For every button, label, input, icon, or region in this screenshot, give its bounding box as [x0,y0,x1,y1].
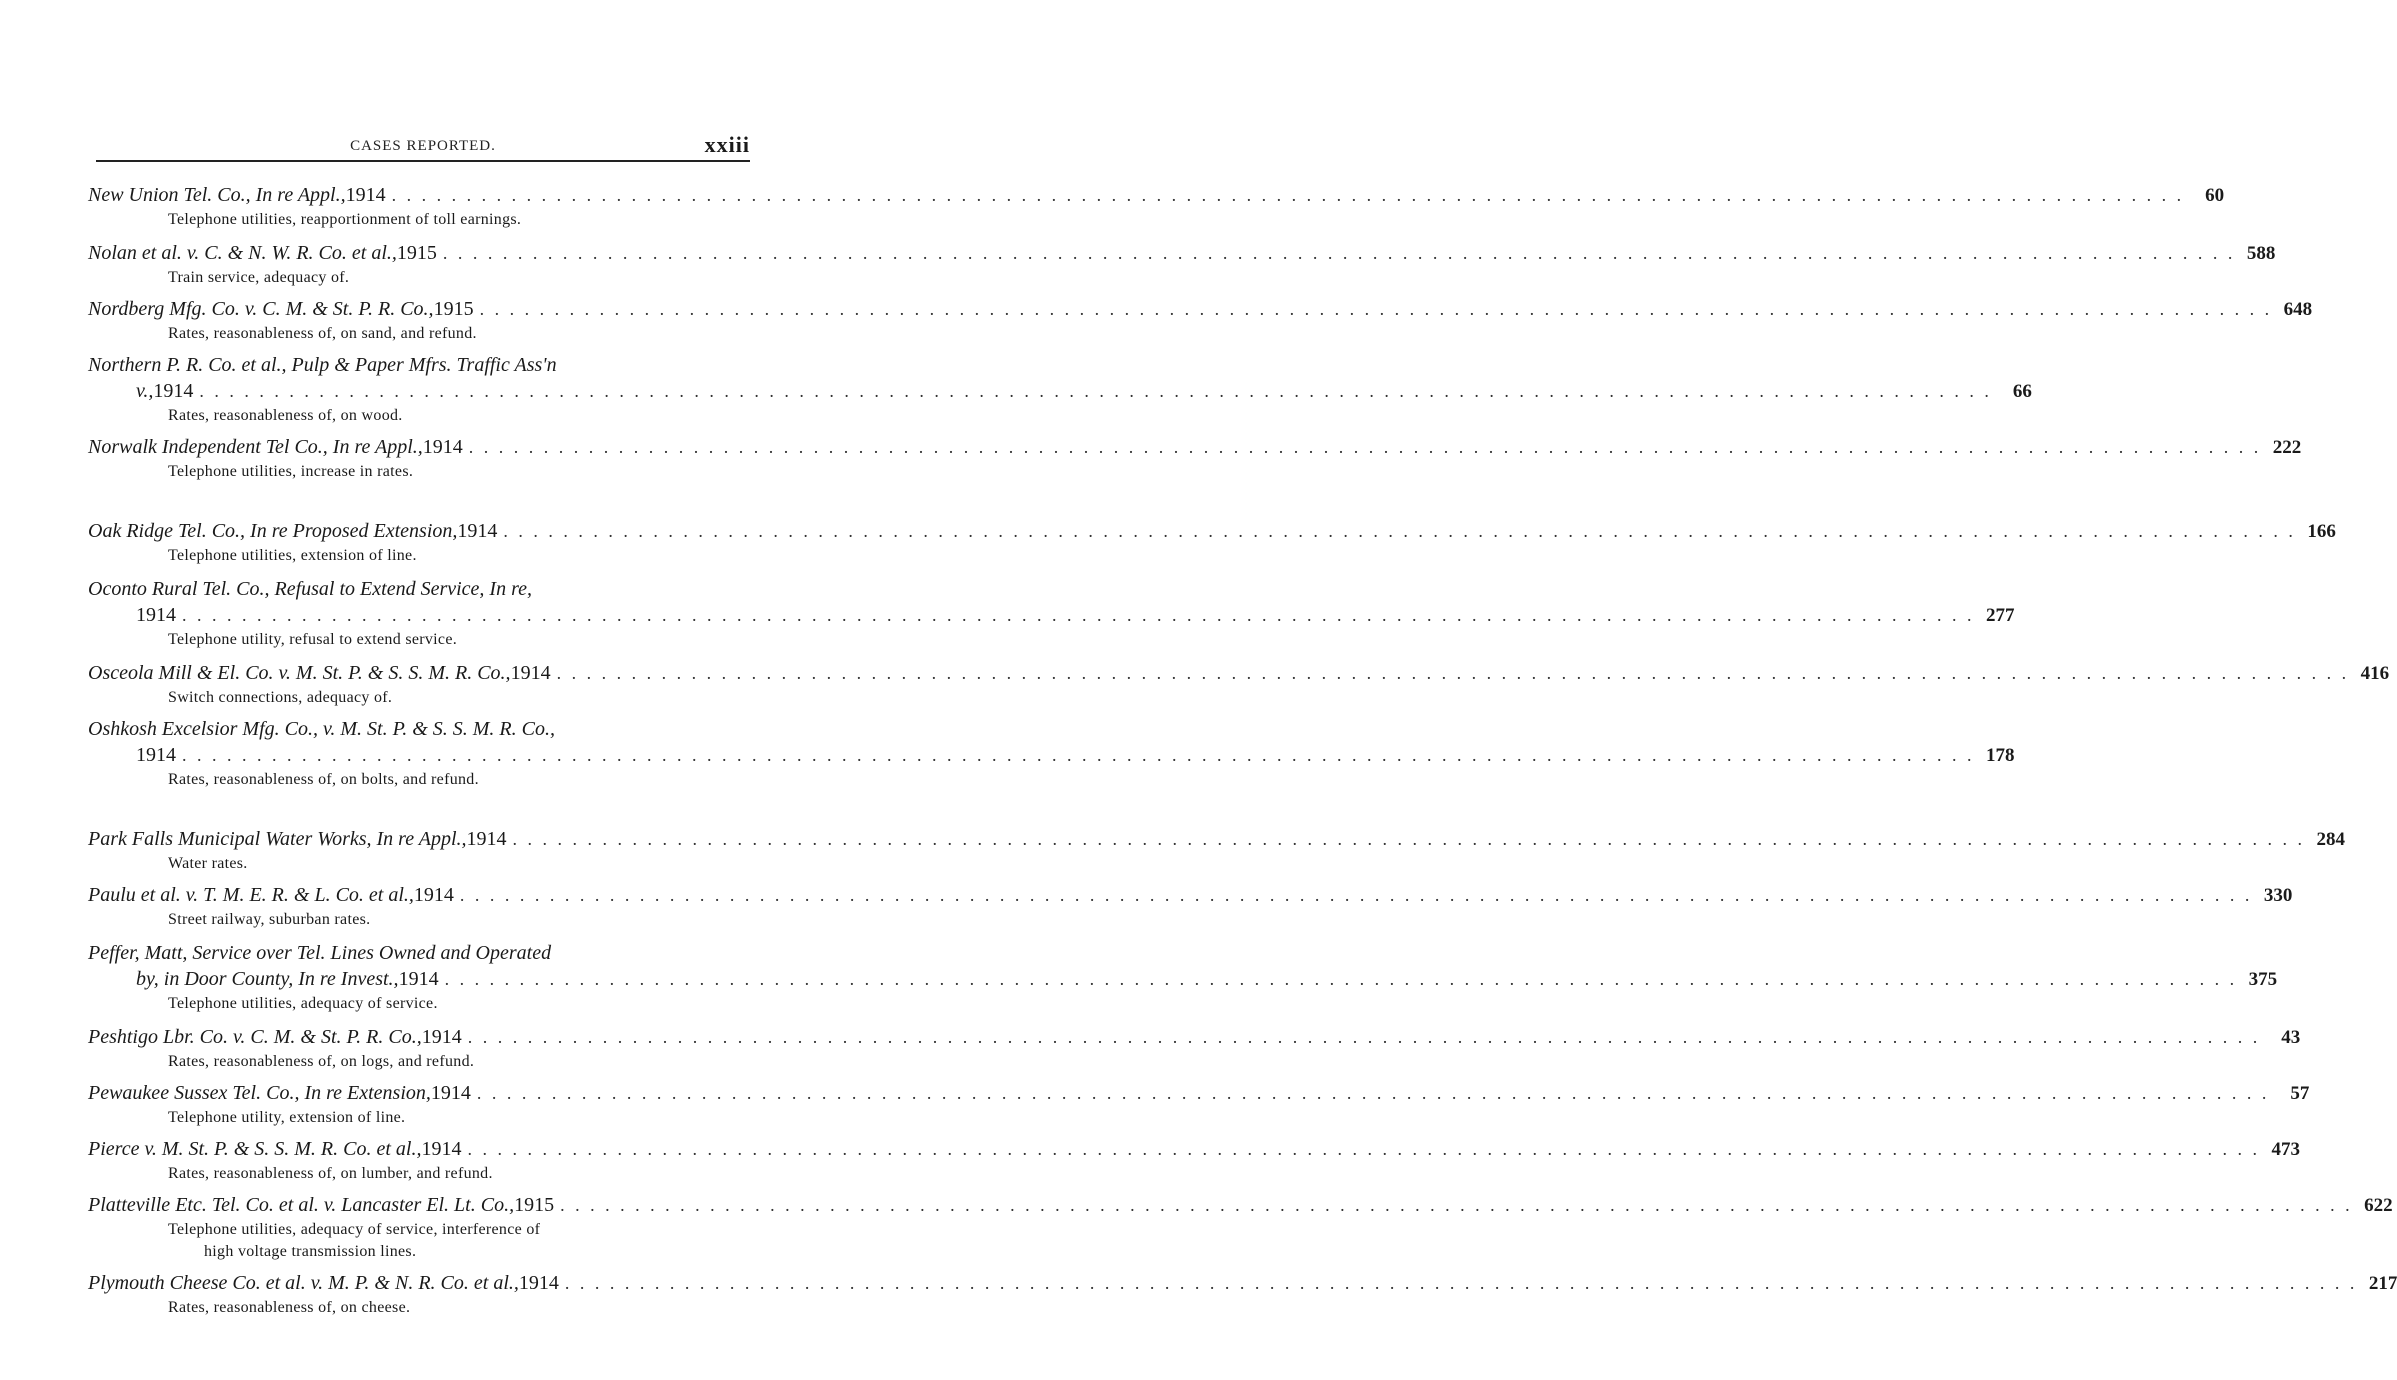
case-description: Rates, reasonableness of, on lumber, and refund. [168,1165,493,1182]
case-title: New Union Tel. Co., In re Appl., [88,184,346,206]
dot-leader: . . . . . . . . . . . . . . . . . . . . . . . . . . . . . . . . . . . . . . . . . . . . . . . . . . . . . . . . . . . . . . . . . . . . . . . . . . . . . . . . . . . . . . . . . . . . . . . . . . . . . . . . . . . . . . . . . . . . . . . . [479,299,2273,319]
case-page-number: 43 [2281,1027,2301,1048]
case-entry [88,1080,2310,1129]
case-title-line [88,182,2225,209]
case-entry [88,716,2015,791]
case-title-line [88,576,750,602]
case-year: 1914 [421,1026,462,1048]
case-description: Telephone utility, refusal to extend service. [168,631,458,648]
case-title-line [88,966,2278,993]
case-page-number: 473 [2271,1139,2300,1160]
case-page-number: 375 [2248,969,2278,990]
case-description: Telephone utilities, adequacy of service, interference of [168,1221,541,1238]
dot-leader: . . . . . . . . . . . . . . . . . . . . . . . . . . . . . . . . . . . . . . . . . . . . . . . . . . . . . . . . . . . . . . . . . . . . . . . . . . . . . . . . . . . . . . . . . . . . . . . . . . . . . . . . . . . . . . . . . . . . . . . . [391,185,2185,205]
case-description: Telephone utilities, extension of line. [168,547,417,564]
case-year: 1914 [153,380,194,402]
case-description: Rates, reasonableness of, on logs, and refund. [168,1053,475,1070]
case-entry [88,1270,2397,1319]
case-page-number: 178 [1986,745,2015,766]
case-page-number: 648 [2283,299,2313,320]
case-title: v., [136,380,154,402]
case-title-line [88,518,2336,545]
dot-leader: . . . . . . . . . . . . . . . . . . . . . . . . . . . . . . . . . . . . . . . . . . . . . . . . . . . . . . . . . . . . . . . . . . . . . . . . . . . . . . . . . . . . . . . . . . . . . . . . . . . . . . . . . . . . . . . . . . . . . . . . [442,243,2236,263]
case-title-line [88,882,2293,909]
case-entry [88,1136,2300,1185]
dot-leader: . . . . . . . . . . . . . . . . . . . . . . . . . . . . . . . . . . . . . . . . . . . . . . . . . . . . . . . . . . . . . . . . . . . . . . . . . . . . . . . . . . . . . . . . . . . . . . . . . . . . . . . . . . . . . . . . . . . . . . . . [512,829,2305,849]
case-page-number: 622 [2364,1195,2393,1216]
case-entry [88,240,2276,289]
case-description: Telephone utilities, adequacy of service. [168,995,438,1012]
case-year: 1914 [136,604,176,626]
case-year: 1914 [136,744,176,766]
dot-leader: . . . . . . . . . . . . . . . . . . . . . . . . . . . . . . . . . . . . . . . . . . . . . . . . . . . . . . . . . . . . . . . . . . . . . . . . . . . . . . . . . . . . . . . . . . . . . . . . . . . . . . . . . . . . . . . . . . . . . . . . [182,605,1975,625]
case-title: Paulu et al. v. T. M. E. R. & L. Co. et al., [88,884,414,906]
case-title: by, in Door County, In re Invest., [136,968,399,990]
case-page-number: 166 [2307,521,2336,542]
case-year: 1914 [422,436,463,458]
case-year: 1914 [421,1138,462,1160]
case-entry [88,434,2302,483]
case-description: Telephone utilities, increase in rates. [168,463,414,480]
dot-leader: . . . . . . . . . . . . . . . . . . . . . . . . . . . . . . . . . . . . . . . . . . . . . . . . . . . . . . . . . . . . . . . . . . . . . . . . . . . . . . . . . . . . . . . . . . . . . . . . . . . . . . . . . . . . . . . . . . . . . . . . [476,1083,2270,1103]
case-title-line [88,352,750,378]
case-year: 1914 [413,884,454,906]
case-title: Nordberg Mfg. Co. v. C. M. & St. P. R. Co., [88,298,434,320]
case-entry [88,826,2345,875]
case-title: Oconto Rural Tel. Co., Refusal to Extend Service, In re, [88,578,532,600]
dot-leader: . . . . . . . . . . . . . . . . . . . . . . . . . . . . . . . . . . . . . . . . . . . . . . . . . . . . . . . . . . . . . . . . . . . . . . . . . . . . . . . . . . . . . . . . . . . . . . . . . . . . . . . . . . . . . . . . . . . . . . . . [444,969,2238,989]
case-title: Pierce v. M. St. P. & S. S. M. R. Co. et al., [88,1138,422,1160]
case-entry [88,296,2313,345]
case-year: 1914 [466,828,507,850]
case-title: Northern P. R. Co. et al., Pulp & Paper Mfrs. Traffic Ass'n [88,354,557,376]
header-rule [96,160,750,162]
case-title-line [88,940,750,966]
case-title: Park Falls Municipal Water Works, In re Appl., [88,828,467,850]
case-page-number: 330 [2263,885,2293,906]
case-description: Rates, reasonableness of, on cheese. [168,1299,411,1316]
case-title-line [88,1080,2310,1107]
case-title-line [88,1192,2393,1219]
case-description: Rates, reasonableness of, on sand, and refund. [168,325,477,342]
case-year: 1914 [457,520,498,542]
dot-leader: . . . . . . . . . . . . . . . . . . . . . . . . . . . . . . . . . . . . . . . . . . . . . . . . . . . . . . . . . . . . . . . . . . . . . . . . . . . . . . . . . . . . . . . . . . . . . . . . . . . . . . . . . . . . . . . . . . . . . . . . [560,1195,2353,1215]
dot-leader: . . . . . . . . . . . . . . . . . . . . . . . . . . . . . . . . . . . . . . . . . . . . . . . . . . . . . . . . . . . . . . . . . . . . . . . . . . . . . . . . . . . . . . . . . . . . . . . . . . . . . . . . . . . . . . . . . . . . . . . . [467,1139,2260,1159]
case-page-number: 60 [2205,185,2225,206]
case-description: Street railway, suburban rates. [168,911,371,928]
case-description: Rates, reasonableness of, on wood. [168,407,403,424]
case-title-line [88,240,2276,267]
case-page-number: 222 [2272,437,2302,458]
case-entry [88,882,2293,931]
case-year: 1915 [514,1194,555,1216]
header-page-number: xxiii [704,132,750,157]
case-title: Norwalk Independent Tel Co., In re Appl., [88,436,423,458]
dot-leader: . . . . . . . . . . . . . . . . . . . . . . . . . . . . . . . . . . . . . . . . . . . . . . . . . . . . . . . . . . . . . . . . . . . . . . . . . . . . . . . . . . . . . . . . . . . . . . . . . . . . . . . . . . . . . . . . . . . . . . . . [564,1273,2358,1293]
case-title: Platteville Etc. Tel. Co. et al. v. Lancaster El. Lt. Co., [88,1194,515,1216]
case-title-line [88,826,2345,853]
case-year: 1914 [518,1272,559,1294]
case-description: Water rates. [168,855,248,872]
case-title-line [88,660,2390,687]
case-entry [88,518,2336,567]
case-page-number: 284 [2316,829,2345,850]
running-header [96,132,750,158]
case-entry [88,1192,2393,1263]
case-page-number: 277 [1986,605,2015,626]
case-title-line [88,434,2302,461]
case-title-line [88,1136,2300,1163]
case-entry [88,352,2032,427]
case-title: Osceola Mill & El. Co. v. M. St. P. & S. S. M. R. Co., [88,662,511,684]
case-page-number: 588 [2246,243,2276,264]
case-entry [88,940,2278,1015]
dot-leader: . . . . . . . . . . . . . . . . . . . . . . . . . . . . . . . . . . . . . . . . . . . . . . . . . . . . . . . . . . . . . . . . . . . . . . . . . . . . . . . . . . . . . . . . . . . . . . . . . . . . . . . . . . . . . . . . . . . . . . . . [556,663,2350,683]
case-year: 1914 [510,662,551,684]
case-page-number: 57 [2290,1083,2310,1104]
dot-leader: . . . . . . . . . . . . . . . . . . . . . . . . . . . . . . . . . . . . . . . . . . . . . . . . . . . . . . . . . . . . . . . . . . . . . . . . . . . . . . . . . . . . . . . . . . . . . . . . . . . . . . . . . . . . . . . . . . . . . . . . [467,1027,2261,1047]
dot-leader: . . . . . . . . . . . . . . . . . . . . . . . . . . . . . . . . . . . . . . . . . . . . . . . . . . . . . . . . . . . . . . . . . . . . . . . . . . . . . . . . . . . . . . . . . . . . . . . . . . . . . . . . . . . . . . . . . . . . . . . . [503,521,2296,541]
case-description: Telephone utility, extension of line. [168,1109,406,1126]
case-description: Train service, adequacy of. [168,269,350,286]
case-entry [88,660,2390,709]
case-page-number: 217 [2368,1273,2397,1294]
case-page-number: 416 [2360,663,2390,684]
case-year: 1914 [345,184,386,206]
header-title: CASES REPORTED. [350,138,496,154]
case-entry [88,1024,2301,1073]
case-entry [88,576,2015,651]
case-title-line [88,296,2313,323]
case-title: Peffer, Matt, Service over Tel. Lines Owned and Operated [88,942,552,964]
case-year: 1915 [396,242,437,264]
dot-leader: . . . . . . . . . . . . . . . . . . . . . . . . . . . . . . . . . . . . . . . . . . . . . . . . . . . . . . . . . . . . . . . . . . . . . . . . . . . . . . . . . . . . . . . . . . . . . . . . . . . . . . . . . . . . . . . . . . . . . . . . [199,381,1992,401]
case-title: Pewaukee Sussex Tel. Co., In re Extension, [88,1082,431,1104]
case-title: Peshtigo Lbr. Co. v. C. M. & St. P. R. Co., [88,1026,422,1048]
case-title-line [88,1024,2301,1051]
dot-leader: . . . . . . . . . . . . . . . . . . . . . . . . . . . . . . . . . . . . . . . . . . . . . . . . . . . . . . . . . . . . . . . . . . . . . . . . . . . . . . . . . . . . . . . . . . . . . . . . . . . . . . . . . . . . . . . . . . . . . . . . [182,745,1975,765]
case-description: Telephone utilities, reapportionment of toll earnings. [168,211,522,228]
case-title-line [88,602,2015,629]
case-title: Nolan et al. v. C. & N. W. R. Co. et al., [88,242,397,264]
case-title-line [88,378,2032,405]
case-entry [88,182,2225,231]
case-year: 1914 [430,1082,471,1104]
dot-leader: . . . . . . . . . . . . . . . . . . . . . . . . . . . . . . . . . . . . . . . . . . . . . . . . . . . . . . . . . . . . . . . . . . . . . . . . . . . . . . . . . . . . . . . . . . . . . . . . . . . . . . . . . . . . . . . . . . . . . . . . [459,885,2253,905]
case-title: Oshkosh Excelsior Mfg. Co., v. M. St. P. & S. S. M. R. Co., [88,718,555,740]
case-description: Rates, reasonableness of, on bolts, and refund. [168,771,479,788]
case-title-line [88,716,750,742]
case-title: Oak Ridge Tel. Co., In re Proposed Extension, [88,520,458,542]
case-title: Plymouth Cheese Co. et al. v. M. P. & N. R. Co. et al., [88,1272,519,1294]
case-page-number: 66 [2012,381,2032,402]
dot-leader: . . . . . . . . . . . . . . . . . . . . . . . . . . . . . . . . . . . . . . . . . . . . . . . . . . . . . . . . . . . . . . . . . . . . . . . . . . . . . . . . . . . . . . . . . . . . . . . . . . . . . . . . . . . . . . . . . . . . . . . . [468,437,2262,457]
case-title-line [88,1270,2397,1297]
case-description: high voltage transmission lines. [204,1243,417,1260]
case-description: Switch connections, adequacy of. [168,689,393,706]
case-year: 1914 [398,968,439,990]
case-year: 1915 [433,298,474,320]
case-title-line [88,742,2015,769]
